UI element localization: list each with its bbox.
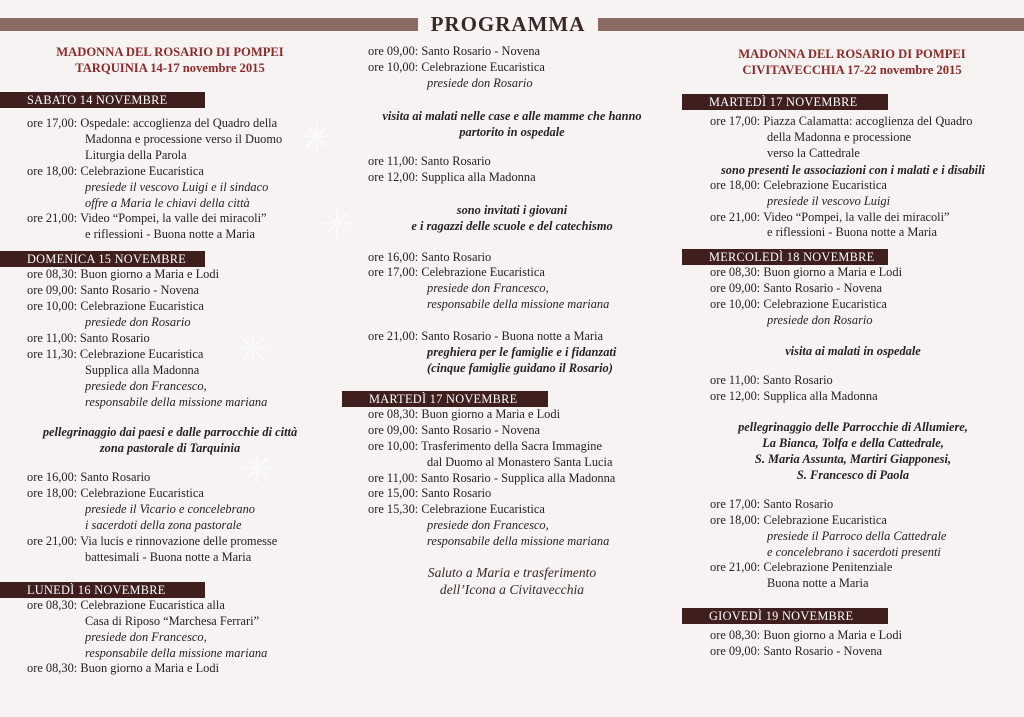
schedule-line: ore 08,30: Buon giorno a Maria e Lodi [368, 406, 561, 421]
schedule-line: Madonna e processione verso il Duomo [85, 131, 283, 146]
highlight-note: pellegrinaggio delle Parrocchie di Allumiere, [738, 419, 968, 434]
schedule-line: battesimali - Buona notte a Maria [85, 549, 252, 564]
day-banner-martedi-civitavecchia: MARTEDÌ 17 NOVEMBRE [682, 94, 888, 110]
highlight-note: sono invitati i giovani [456, 202, 568, 217]
schedule-line: ore 11,00: Santo Rosario [27, 330, 150, 345]
schedule-note: presiede don Francesco, [427, 518, 549, 533]
schedule-line: ore 12,00: Supplica alla Madonna [368, 169, 536, 184]
schedule-note: presiede don Rosario [767, 313, 873, 328]
day-banner-mercoledi: MERCOLEDÌ 18 NOVEMBRE [682, 249, 888, 265]
schedule-line: ore 09,00: Santo Rosario - Novena [710, 281, 883, 296]
schedule-line: ore 16,00: Santo Rosario [27, 470, 151, 485]
schedule-line: ore 12,00: Supplica alla Madonna [710, 388, 878, 403]
highlight-note: zona pastorale di Tarquinia [99, 441, 241, 456]
column-civitavecchia [682, 46, 1024, 660]
schedule-line: Casa di Riposo “Marchesa Ferrari” [85, 613, 260, 628]
schedule-line: ore 17,00: Celebrazione Eucaristica [368, 265, 545, 280]
day-banner-lunedi: LUNEDÌ 16 NOVEMBRE [0, 582, 205, 598]
schedule-line: ore 11,00: Santo Rosario [368, 153, 491, 168]
schedule-note: preghiera per le famiglie e i fidanzati [427, 345, 617, 360]
highlight-note: partorito in ospedale [459, 124, 565, 139]
schedule-note: e concelebrano i sacerdoti presenti [767, 544, 941, 559]
schedule-line: ore 15,00: Santo Rosario [368, 486, 492, 501]
schedule-note: offre a Maria le chiavi della città [85, 195, 250, 210]
schedule-note: presiede don Rosario [427, 75, 533, 90]
day-banner-giovedi: GIOVEDÌ 19 NOVEMBRE [682, 608, 888, 624]
schedule-note: i sacerdoti della zona pastorale [85, 518, 242, 533]
schedule-note: responsabile della missione mariana [85, 645, 268, 660]
page-title: PROGRAMMA [430, 12, 586, 36]
background-star-icon: ✳ [300, 115, 334, 161]
schedule-line: ore 18,00: Celebrazione Eucaristica [27, 163, 204, 178]
day-banner-sabato: SABATO 14 NOVEMBRE [0, 92, 205, 108]
schedule-line: ore 15,30: Celebrazione Eucaristica [368, 502, 545, 517]
background-star-icon: ✳ [320, 202, 354, 248]
schedule-line: Buona notte a Maria [767, 576, 869, 591]
schedule-note: presiede don Francesco, [85, 629, 207, 644]
schedule-note: responsabile della missione mariana [85, 394, 268, 409]
highlight-note: pellegrinaggio dai paesi e dalle parrocchie di città [42, 425, 298, 440]
schedule-line: ore 17,00: Piazza Calamatta: accoglienza del Quadro [710, 114, 973, 128]
schedule-note: presiede don Francesco, [85, 378, 207, 393]
schedule-line: ore 09,00: Santo Rosario - Novena [368, 422, 541, 437]
schedule-line: verso la Cattedrale [767, 145, 860, 160]
schedule-line: ore 08,30: Celebrazione Eucaristica alla [27, 597, 225, 612]
highlight-note: La Bianca, Tolfa e della Cattedrale, [762, 435, 944, 450]
schedule-note: presiede il vescovo Luigi e il sindaco [85, 179, 269, 194]
title-rule-left [0, 18, 418, 31]
day-banner-martedi-tarquinia: MARTEDÌ 17 NOVEMBRE [342, 391, 548, 407]
farewell-note: dell’Icona a Civitavecchia [439, 582, 585, 598]
schedule-line: Liturgia della Parola [85, 147, 187, 162]
schedule-line: ore 09,00: Santo Rosario - Novena [27, 283, 200, 298]
background-star-icon: ✳ [236, 327, 270, 373]
schedule-line: ore 11,30: Celebrazione Eucaristica [27, 346, 204, 361]
schedule-note: presiede don Rosario [85, 314, 191, 329]
schedule-line: ore 10,00: Celebrazione Eucaristica [27, 299, 204, 314]
schedule-line: ore 17,00: Santo Rosario [710, 496, 834, 511]
schedule-note: (cinque famiglie guidano il Rosario) [427, 360, 613, 375]
schedule-line: ore 21,00: Santo Rosario - Buona notte a Maria [368, 329, 604, 344]
background-star-icon: ✳ [240, 447, 274, 493]
highlight-note: visita ai malati nelle case e alle mamme che hanno [382, 108, 642, 123]
farewell-note: Saluto a Maria e trasferimento [427, 565, 597, 581]
schedule-line: ore 10,00: Celebrazione Eucaristica [710, 297, 887, 312]
column-tarquinia-2 [342, 44, 682, 598]
schedule-line: ore 11,00: Santo Rosario [710, 372, 833, 387]
schedule-line: ore 18,00: Celebrazione Eucaristica [710, 177, 887, 192]
schedule-line: e riflessioni - Buona notte a Maria [767, 225, 937, 240]
schedule-line: ore 08,30: Buon giorno a Maria e Lodi [710, 628, 903, 643]
parish-header-tarquinia: MADONNA DEL ROSARIO DI POMPEI TARQUINIA 14-17 novembre 2015 [56, 45, 284, 75]
schedule-line: ore 08,30: Buon giorno a Maria e Lodi [27, 661, 220, 676]
column-tarquinia-1 [0, 44, 340, 677]
highlight-note: e i ragazzi delle scuole e del catechismo [411, 218, 613, 233]
highlight-note: visita ai malati in ospedale [785, 343, 921, 358]
schedule-line: ore 18,00: Celebrazione Eucaristica [27, 486, 204, 501]
schedule-line: ore 21,00: Celebrazione Penitenziale [710, 560, 893, 575]
schedule-line: ore 17,00: Ospedale: accoglienza del Quadro della [27, 116, 278, 130]
schedule-line: ore 16,00: Santo Rosario [368, 249, 492, 264]
title-rule-right [598, 18, 1024, 31]
schedule-line: ore 09,00: Santo Rosario - Novena [710, 644, 883, 659]
schedule-note: presiede il Parroco della Cattedrale [767, 528, 947, 543]
schedule-line: della Madonna e processione [767, 129, 912, 144]
schedule-note: presiede il Vicario e concelebrano [85, 502, 255, 517]
parish-header-civitavecchia: MADONNA DEL ROSARIO DI POMPEI CIVITAVECCHIA 17-22 novembre 2015 [738, 47, 966, 77]
highlight-note: sono presenti le associazioni con i malati e i disabili [720, 162, 985, 177]
schedule-note: responsabile della missione mariana [427, 534, 610, 549]
schedule-line: ore 11,00: Santo Rosario - Supplica alla Madonna [368, 470, 616, 485]
schedule-line: ore 10,00: Trasferimento della Sacra Immagine [368, 438, 602, 453]
schedule-line: e riflessioni - Buona notte a Maria [85, 227, 255, 242]
schedule-line: ore 21,00: Via lucis e rinnovazione delle promesse [27, 534, 278, 549]
schedule-line: ore 08,30: Buon giorno a Maria e Lodi [27, 267, 220, 282]
schedule-line: ore 18,00: Celebrazione Eucaristica [710, 512, 887, 527]
highlight-note: S. Maria Assunta, Martiri Giapponesi, [754, 451, 952, 466]
highlight-note: S. Francesco di Paola [796, 467, 910, 482]
schedule-line: Supplica alla Madonna [85, 362, 200, 377]
schedule-note: presiede don Francesco, [427, 281, 549, 296]
schedule-note: presiede il vescovo Luigi [767, 193, 891, 208]
day-banner-domenica: DOMENICA 15 NOVEMBRE [0, 251, 205, 267]
schedule-line: ore 21,00: Video “Pompei, la valle dei miracoli” [710, 209, 950, 224]
schedule-line: ore 10,00: Celebrazione Eucaristica [368, 59, 545, 74]
schedule-line: dal Duomo al Monastero Santa Lucia [427, 454, 613, 469]
schedule-line: ore 09,00: Santo Rosario - Novena [368, 44, 541, 58]
schedule-note: responsabile della missione mariana [427, 297, 610, 312]
schedule-line: ore 21,00: Video “Pompei, la valle dei miracoli” [27, 211, 267, 226]
schedule-line: ore 08,30: Buon giorno a Maria e Lodi [710, 265, 903, 280]
